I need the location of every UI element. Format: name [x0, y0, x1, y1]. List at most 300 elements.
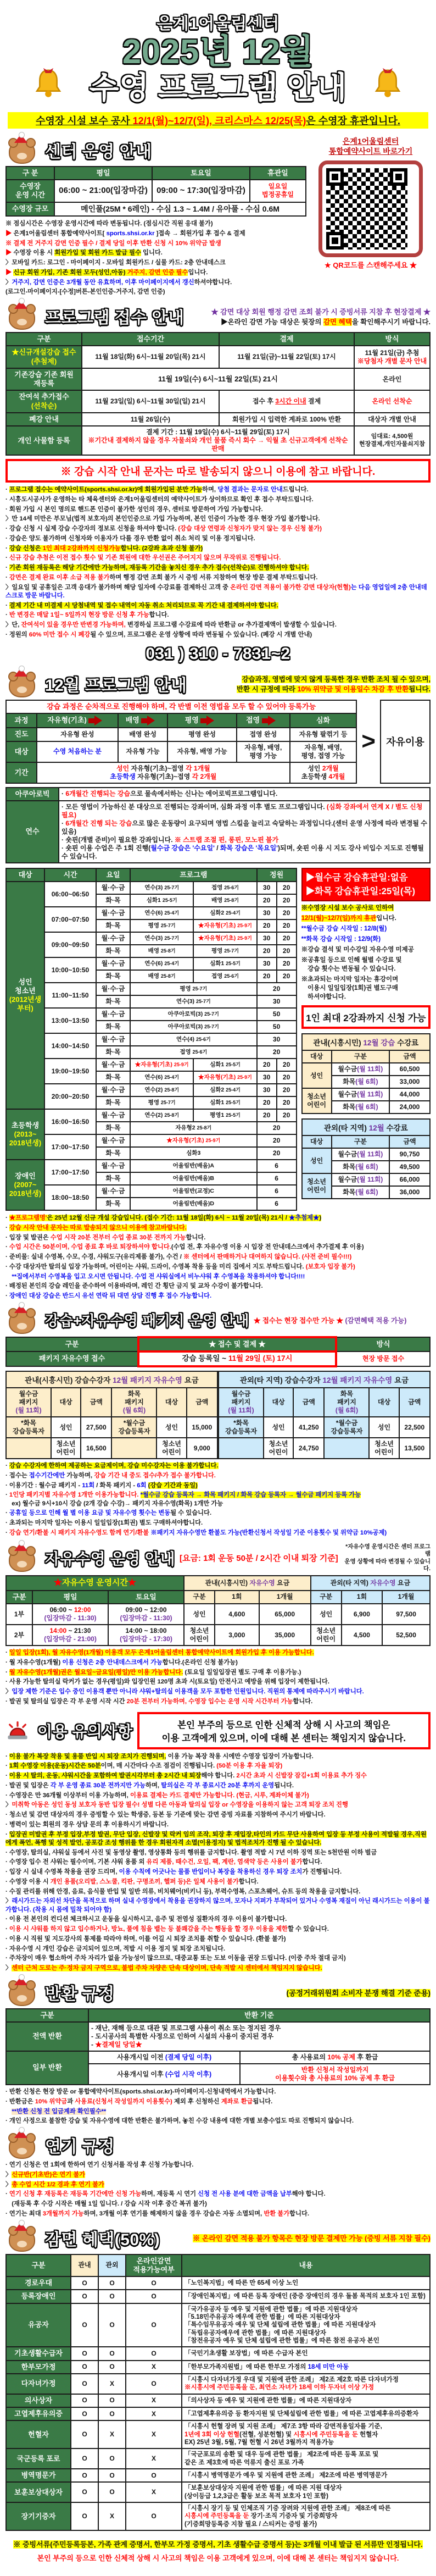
freeswim-notes: [5, 1649, 431, 1706]
price-kind: 월수금(월 11회): [332, 1148, 389, 1161]
flag: O: [98, 2290, 126, 2303]
col-header: 구분: [6, 2009, 88, 2022]
flag: O: [71, 2303, 98, 2347]
note-line: · 월 자유수영(1개월)권은 월요일~금요일(평일)만 이용 가능합니다. (토요일 일일입장권 별도 구매 후 이용가능.): [5, 1669, 301, 1676]
note-line: · 연기는 최대 3개월까지 가능하며, 3개월 이후 연기를 해제하지 않을 경우 강습은 자동 소멸되며, 반환 불가합니다.: [5, 2210, 310, 2217]
reception-side-note2: ▶온라인 감면 가능 대상은 뒷장의 감면 혜택을 확인해주시기 바랍니다.: [221, 318, 431, 326]
caution-notes: [5, 1753, 431, 1973]
day-cell: 월·수·금: [96, 932, 130, 945]
note-line: · 수질 관리를 위해 안경, 음료, 음식물 반입 및 일반 의류, 비치웨어(비키니 등), 부력수영복, 스포츠웨어, 슈트 등의 착용을 금지합니다.: [5, 1888, 361, 1895]
poster-title: 2025년 12월: [122, 33, 314, 71]
method-cell: 현장 방문 접수: [336, 1351, 430, 1366]
capacity-cell: 20: [277, 1059, 297, 1071]
col-header: 대상: [302, 1135, 332, 1148]
day-cell: 월·수·금: [96, 1059, 130, 1071]
col-header: 1개월: [382, 1591, 430, 1604]
price-table-in: [301, 1050, 431, 1114]
schedule-table: [5, 868, 297, 1211]
time-cell: 16:00~16:50: [44, 1109, 96, 1134]
col-header: 시간: [44, 868, 96, 882]
row-label: 과정: [6, 713, 37, 728]
note-line: · 강습 시작 안내 문자는 따로 발송되지 않으니 이용에 참고바랍니다.: [5, 1224, 187, 1231]
note-line: · 이용 불가 복장 착용 및 용품 반입 시 퇴장 조치가 진행되며, 이용 가능 복장 착용 시에만 수영장 입장이 가능합니다.: [5, 1753, 314, 1760]
capacity-cell: 20: [257, 1147, 297, 1160]
row-label: 폐강 안내: [6, 413, 82, 426]
course-step: 접영: [237, 713, 290, 728]
desc: 「시흥시 장기 등 및 인체조직 기증 장려와 지원에 관한 조례」 제8조에 따른 시흥시에 주민등록을 둔 장기·조직 기증자 및 기증희망자 (기증희망등록증 지참 필요 / 스티커는 증빙 불가): [182, 2502, 430, 2530]
program-cell: 어울림반(배움)A: [130, 1160, 257, 1172]
row-label: 병역명문가: [6, 2469, 71, 2482]
col-header: 방식: [336, 1337, 430, 1351]
course-step: 평영: [167, 713, 237, 728]
course-step: 배영: [118, 713, 167, 728]
note-line: · 배정된 본인의 강습 레인을 준수하여 이용바라며, 레인 간 횡단 금지 및 교차 수강이 불가합니다.: [5, 1283, 263, 1290]
flag: O: [126, 2469, 182, 2482]
price: 9,000: [187, 1438, 217, 1459]
program-cell: 어울림반(배움)B: [130, 1172, 257, 1185]
flag: O: [98, 2361, 126, 2374]
capacity-cell: 20: [277, 1084, 297, 1096]
program-cell: 심화1 25-5기: [193, 1059, 256, 1071]
pkg-in-title: 관내(시흥시민) 강습수강자 12월 패키지 자유수영 요금: [5, 1371, 218, 1387]
note-line: · 자유수영 시 개인 강습은 금지되어 있으며, 적발 시 이용 정지 및 퇴장 조치됩니다.: [5, 1945, 226, 1952]
footer: [0, 2533, 436, 2576]
flag: X: [98, 2502, 126, 2530]
row-label: 다자녀가정: [6, 2374, 71, 2394]
section-title-package: 강습+자유수영 패키지 운영 안내: [45, 1312, 249, 1329]
method-cell: 온라인: [354, 368, 430, 391]
desc: 「시흥시 병역명문가 예우 및 지원에 관한 조례」 제2조에 따른 병역명문가: [182, 2469, 430, 2482]
weekday-hours: 06:00 ~ 21:00(입장마감): [54, 180, 152, 202]
row-label: 아쿠아로빅: [6, 788, 59, 801]
desc: 「노인복지법」에 따른 만 65세 이상 노인: [182, 2276, 430, 2290]
col-header: 토요일: [152, 167, 250, 180]
note-line: · 장애인 대상 강습은 반드시 유선 연락 뒤 대면 상담 진행 후 접수 가능합니다.: [5, 1293, 212, 1300]
time-cell: 11:00~11:50: [44, 983, 96, 1008]
capacity-cell: 20: [257, 945, 277, 957]
note-line: ※ 점심시간은 수영장 운영시간에 따라 변동됩니다. (점심시간 직원 응대 불가): [5, 220, 213, 228]
bear-icon: [5, 1306, 36, 1334]
bear-icon: [5, 1544, 36, 1572]
col-header: 구분: [184, 1591, 215, 1604]
price-kind: 월수금(월 11회): [332, 1173, 389, 1186]
row-label: 진도: [6, 728, 37, 741]
chevron-icon: >: [361, 728, 376, 755]
row-label: 유공자: [6, 2303, 71, 2347]
col-header: 구분: [6, 2254, 71, 2277]
pkg-out-title: 관외(타 지역) 강습수강자 12월 패키지 자유수영 요금: [218, 1371, 431, 1387]
row-label: 기간: [6, 762, 37, 783]
col-header: 금액: [187, 1388, 217, 1417]
freeswim-in-header: 관내(시흥시민) 자유수영 요금: [184, 1576, 311, 1591]
note-line: · 기존 회원 재등록은 해당 기간에만 가능하며, 재등록 기간을 놓치신 경우 추가 접수(선착순)로 진행하셔야 합니다.: [5, 564, 309, 572]
row-label: 패키지 자유수영 접수: [6, 1351, 138, 1366]
capacity-cell: 20: [277, 919, 297, 932]
period-cell: 11월 26일(수): [82, 413, 219, 426]
program-cell: 접영 25-6기: [130, 1046, 257, 1059]
section-title-december: 12월 프로그램 안내: [45, 677, 187, 695]
note-line: · 수영장 입수 전 샤워는 필수이며, 기본 샤워 용품 외 유리 제품, 때수건, 오일, 팩, 계란, 염색약 등은 사용이 불가합니다.: [5, 1859, 322, 1866]
hours-cell: 06:00 ~ 12:00 (입장마감 - 11:30): [32, 1604, 108, 1625]
package-side1: ★ 접수는 현장 접수만 가능 ★: [253, 1316, 343, 1325]
center-hours-table: [5, 166, 306, 217]
flag: O: [71, 2502, 98, 2530]
max-courses-box: 1인 최대 2강좌까지 신청 가능: [301, 1005, 431, 1029]
refund-side-note: (공정거래위원회 소비자 분쟁 해결 기준 준용): [286, 1988, 431, 1997]
reception-notes: [5, 486, 431, 639]
reception-side-note1: ★ 감면 대상 회원 행정 감면 조회 불가 시 증빙서류 지참 후 현장결제 ★: [211, 307, 431, 316]
side-note: **화목 강습 시작일 : 12/9(화): [301, 936, 381, 943]
day-cell: 화·목: [96, 970, 130, 983]
flag: X: [126, 2448, 182, 2469]
price-value: 90,750: [389, 1148, 430, 1161]
december-side-note: 강습과정, 영법에 맞지 않게 등록한 경우 반환 조치 될 수 있으며, 반환 시 규정에 따라 10% 위약금 및 이용일수 차감 후 반환됩니다.: [236, 675, 431, 694]
qr-panel: [311, 136, 431, 298]
group-cell: 성인 청소년 (2012년생 부터): [6, 882, 44, 1109]
desc: 「한부모가족지원법」에 따른 한부모 가정의 18세 미만 아동: [182, 2361, 430, 2374]
row-label: 잔여석 추가접수 (선착순): [6, 390, 82, 413]
program-cell: ★자유형(기초) 25-9기: [193, 1071, 256, 1084]
note-line: · 발권 및 입장은 각 부 운영 종료 30분 전까지만 가능하며, 탈의실은 각 부 종료시간 20분 후까지 운영됩니다.: [5, 1782, 294, 1789]
bear-icon: [5, 302, 36, 330]
capacity-cell: 6: [257, 1160, 297, 1172]
price-kind: 화목(월 6회): [332, 1076, 389, 1088]
hours-cell: 14:00 ~ 21:30 (입장마감 - 21:00): [32, 1625, 108, 1646]
capacity-cell: 20: [277, 894, 297, 907]
capacity-cell: 6: [257, 1185, 297, 1198]
col-header: 프로그램: [130, 868, 257, 882]
closed-days: 일요일 법정공휴일: [250, 180, 306, 202]
program-cell: 평영 25-7기: [193, 945, 256, 957]
bear-icon: [5, 2131, 36, 2159]
note-line: · 연기 신청은 연 1회에 한하여 연기 신청서를 작성 후 신청 가능합니다.: [5, 2162, 194, 2169]
freeswim-section: [0, 1541, 436, 1710]
note-line: 〉래시가드는 자외선 차단을 목적으로 하며 실내 수영장에서 착용을 권장하지 않으며, 모자나 지퍼가 부착되어 있거나 수영복 재질이 아닌 래시가드는 이용이 불가합니다. (착용 시 몸에 밀착 되어야 함): [5, 1898, 430, 1913]
col-header: 구분: [6, 1337, 138, 1351]
price-group: 청소년 어린이: [302, 1088, 332, 1114]
day-cell: 월·수·금: [96, 957, 130, 970]
col-header: 구분: [332, 1135, 389, 1148]
method-cell: 11월 21일(금) 추첨 ※당첨자 개별 문자 안내: [354, 346, 430, 368]
target: 청소년 어린이: [264, 1438, 293, 1459]
row-label: 일부 반환: [6, 2051, 88, 2085]
package-reception-table: [5, 1336, 431, 1367]
side-note: 12/1(월)~12/7(일)까지 휴관입니다.: [301, 915, 396, 922]
program-cell: 연수(6) 25-4기: [130, 957, 193, 970]
note-line: · 강습 신청은 1인 최대 2강좌까지 신청가능합니다. (2강좌 초과 신청 불가): [5, 545, 203, 552]
col-header: ★ 접수 및 결제 ★: [138, 1337, 336, 1351]
note-line: · 시흥도시공사가 운영하는 타 체육센터와 은계1어울림센터의 예약사이트가 상이하므로 확인 후 접수 부탁드립니다.: [5, 496, 314, 503]
note-line: · 반 변경은 매달 1일~ 5일까지 현장 방문 신청 후 가능합니다.: [5, 612, 169, 619]
program-cell: 연수(4) 25-6기: [130, 1033, 257, 1046]
col-header: 금액: [399, 1388, 430, 1417]
note-line: · 공휴일 등으로 인해 월 별 이용 요금 및 자유수영 횟수는 변동될 수 있습니다.: [5, 1510, 212, 1517]
progress-cell: 평영 완성: [167, 728, 237, 741]
program-cell: 배영 25-8기: [130, 945, 193, 957]
package-notes: [5, 1462, 431, 1537]
program-cell: 심화2 25-4기: [193, 907, 256, 919]
day-cell: 화·목: [96, 1096, 130, 1109]
note-line: ▶ 수영장 이용 시 회원가입 및 회원 카드 발급 필수 입니다.: [5, 250, 163, 257]
note-line: · ★프로그램명'은 25년 12월 신규 개설 강습입니다. (접수 기간: 11월 18일(화) 6시 ~ 11월 20일(목) 21시 / ★추첨제★): [5, 1215, 322, 1222]
program-cell: 연수(3) 25-7기: [130, 882, 193, 894]
price-kind: 월수금(월 11회): [332, 1063, 389, 1076]
flag: O: [126, 2303, 182, 2347]
poster-subtitle: 수영 프로그램 안내: [89, 70, 347, 106]
refund-table: [5, 2008, 431, 2085]
pkg-in-table: [5, 1387, 218, 1459]
row-label: ★신규개설강습 접수 (추첨제): [6, 346, 82, 368]
day-cell: 화·목: [96, 1172, 130, 1185]
period-cell: 결제 기간 : 11월 19일(수) 6시~11월 29일(토) 17시 ※기간내 결제하지 않을 경우 자물쇠와 개인 물품 즉시 회수 → 익월 초 신규고객에게 선착순 판매: [82, 426, 354, 455]
program-cell: 자유형2 25-8기: [130, 1122, 257, 1134]
header: [0, 0, 436, 134]
capacity-cell: 20: [257, 1122, 297, 1134]
yeonsu-desc: · 모든 영법이 가능하신 분 대상으로 진행되는 강좌이며, 심화 과정 이후 별도 프로그램입니다. (심화 강좌에서 연계 X / 별도 신청 필요) · 6개월간 진행 되는 강습으로 많은 운동량이 요구되며 영법 스킬을 늘리고 숙달하는 과정입니다.(센터 운영 사정에 따라 변경될 수 있음) · 숏핀(개별 준비)이 필요한 강좌입니다. ※ 스트랩 조절 핀, 롱핀, 모노핀 불가 · 숏핀 이용 수업은 주 1회 진행(월수금 강습은 '수요일' / 화목 강습은 '목요일')되며, 숏핀 이용 시 지도 강사 비입수 지도로 진행될 수 있습니다.: [59, 801, 430, 863]
note-line: · 1회 수영장 이용(운동)시간은 50분이며, 매 시간마다 수조 점검이 진행됩니다. (50분 이용 후 자율 퇴장): [5, 1763, 283, 1770]
col-header: 1회: [215, 1591, 259, 1604]
program-cell: 배영 25-8기: [130, 970, 193, 983]
flag: O: [71, 2290, 98, 2303]
liability-box: 본인 부주의 등으로 인한 신체적 상해 시 사고의 책임은 이용 고객에게 있으며, 이에 대해 본 센터는 책임지지 않습니다.: [137, 1712, 431, 1749]
row-label: 국군등록 포로: [6, 2448, 71, 2469]
note-line: · 발권 및 탈의실 입장은 각 부 운영 시작 시간 20분 전부터 가능하며, 수영장 입수는 운영 시작 시간부터 가능합니다.: [5, 1698, 313, 1705]
price-group: 성인: [302, 1063, 332, 1088]
target-cell: 자유형, 배영 가능: [167, 741, 237, 762]
side-note: ※수영장 시설 보수 공사로 인하여: [301, 905, 394, 912]
col-header: 온라인감면 적용가능여부: [126, 2254, 182, 2277]
program-cell: 심화3: [130, 1147, 257, 1160]
section-title-caution: 이용 유의사항: [37, 1722, 133, 1740]
payment-cell: 회원가입 시 입력한 계좌로 100% 반환: [219, 413, 354, 426]
day-cell: 월·수·금: [96, 1084, 130, 1096]
price-value: 36,000: [389, 1186, 430, 1199]
desc: 「국민기초생활 보장법」에 따른 수급자 본인: [182, 2347, 430, 2360]
note-line: **집에서부터 수영복을 입고 오시면 안됩니다. 수업 전 샤워실에서 비누샤워 후 수영복을 착용하셔야 합니다!!!!: [12, 1273, 305, 1280]
capacity-cell: 30: [257, 995, 297, 1008]
capacity-cell: 30: [257, 907, 277, 919]
time-cell: 18:00~18:50: [44, 1185, 96, 1210]
flag: O: [71, 2374, 98, 2394]
flag: O: [126, 2276, 182, 2290]
col-header: 대상: [302, 1050, 332, 1063]
day-cell: 화·목: [96, 1046, 130, 1059]
program-cell: 심화1 25-5기: [130, 894, 193, 907]
row-label: 등록장애인: [6, 2290, 71, 2303]
program-cell: 연수(3) 25-7기: [130, 932, 193, 945]
target-cell: 수영 처음하는 분: [37, 741, 118, 762]
flag: O: [126, 2347, 182, 2360]
program-cell: 연수(6) 25-4기: [130, 1071, 193, 1084]
col-header: 구 분: [6, 167, 54, 180]
pkg-sublabel: *화목 강습등록자: [6, 1417, 51, 1438]
row-label: 수영장 규모: [6, 202, 54, 217]
target: 청소년 어린이: [311, 1625, 342, 1646]
capacity-cell: 30: [257, 932, 277, 945]
package-section: [0, 1304, 436, 1541]
note-line: · 강습 수강자에 한하여 제공하는 요금제이며, 강습 미수강자는 이용 불가합니다.: [5, 1462, 219, 1470]
december-program-section: [0, 668, 436, 1304]
time-cell: 17:00~17:50: [44, 1160, 96, 1185]
side-note: ※공휴일 등으로 인해 월별 수강료 및 강습 횟수는 변동될 수 있습니다.: [301, 957, 402, 973]
program-cell: 아쿠아로빅(3) 25-7기: [130, 1021, 257, 1033]
day-cell: 월·수·금: [96, 1033, 130, 1046]
price-kind: 월수금(월 11회): [332, 1088, 389, 1101]
period-cell: 성인 자유형(기초)~접영 각 1개월 초등학생 자유형(기초)~접영 각 2개월: [37, 762, 290, 783]
flag: X: [126, 2420, 182, 2448]
section-title-freeswim: 자유수영 운영 안내: [45, 1550, 175, 1567]
method-cell: 온라인 선착순: [354, 390, 430, 413]
note-line: · 입장 시 실내 수영복 착용을 권장 드리며, 이용 수칙에 어긋나는 물품 반입이나 복장을 착용하신 경우 퇴장 조치가 진행됩니다.: [5, 1869, 342, 1876]
capacity-cell: 20: [277, 907, 297, 919]
pkg-label: 화목 패키지 (월 6회): [111, 1388, 156, 1417]
aqua-desc: · 6개월간 진행되는 강습으로 물속에서하는 신나는 에어로빅프로그램입니다.: [59, 788, 430, 801]
note-line: · 신규 강습 추첨은 이전 접수 횟수 및 기존 회원에 대한 우선권은 주어지지 않으며 무작위로 진행됩니다.: [5, 555, 281, 562]
capacity-cell: 30: [257, 882, 277, 894]
col-header: 대상: [156, 1388, 186, 1417]
day-cell: 화·목: [96, 995, 130, 1008]
col-header: 대상: [51, 1388, 81, 1417]
discount-table: [5, 2254, 431, 2531]
row-label: 경로우대: [6, 2276, 71, 2290]
note-line: · 이용기간 : 월수금 패키지 - 11회 / 화목 패키지 - 6회 (강습 기간과 동일): [5, 1482, 198, 1489]
note-line: · 이용 시 탈의, 운동, 샤워시간을 포함하여 발권시각부터 총 2시간 내 퇴장해야 합니다. 2시간 초과 시 신발장 잠김+1회 이용료 추가 징수: [5, 1772, 367, 1780]
time-cell: 14:00~14:50: [44, 1033, 96, 1059]
note-line: 〉거주지, 감면 인증은 3개월 동안 유효하며, 이후 마이페이지에서 갱신하셔야합니다.: [5, 279, 232, 286]
flag: O: [126, 2374, 182, 2394]
price: 15,000: [187, 1417, 217, 1438]
flag: O: [126, 2290, 182, 2303]
capacity-cell: 30: [257, 1033, 297, 1046]
hours-cell: 14:00 ~ 18:00 (입장마감 - 17:30): [108, 1625, 184, 1646]
row-label: 전액 반환: [6, 2022, 88, 2051]
program-cell: ★자유형(기초) 25-9기: [193, 932, 256, 945]
target-cell: 자유형, 배영, 평영 가능: [237, 741, 290, 762]
capacity-cell: 20: [277, 1071, 297, 1084]
program-cell: 연수(2) 25-8기: [130, 1084, 193, 1096]
col-header: 금액: [293, 1388, 324, 1417]
note-line: · 이용 시 직원 및 지도강사의 통제를 따라야 하며, 이를 어길 시 퇴장 조치를 취할 수 있습니다. (환불 불가): [5, 1935, 286, 1942]
saturday-hours: 09:00 ~ 17:30(입장마감): [152, 180, 250, 202]
flag: O: [71, 2407, 98, 2420]
note-line: · 강습 연기/환불 시 패키지 자유수영도 함께 연기/환불 ※패키지 자유수영만 환불도 가능(반환신청서 작성일 기준 이용횟수 및 위약금 10%공제): [5, 1529, 387, 1536]
capacity-cell: 20: [257, 1046, 297, 1059]
freeswim-fee-tag: [요금: 1회 운동 50분 / 2시간 이내 퇴장 기준]: [179, 1554, 338, 1564]
day-cell: 월·수·금: [96, 1008, 130, 1021]
schedule-notes: [5, 1214, 431, 1300]
closure-notice: 수영장 시설 보수 공사 12/1(월)~12/7(일), 크리스마스 12/25(목)은 수영장 휴관입니다.: [8, 112, 428, 129]
target-cell: 자유형, 배영, 평영, 접영 가능: [290, 741, 357, 762]
day-cell: 월·수·금: [96, 1160, 130, 1172]
group-cell: 장애인 (2007~ 2018년생): [6, 1160, 44, 1210]
caution-section: [0, 1710, 436, 1976]
col-header: 평일: [32, 1591, 108, 1604]
reception-section: [0, 300, 436, 668]
col-header: 접수기간: [82, 333, 219, 346]
price-value: 33,000: [389, 1076, 430, 1088]
course-progression-table: [5, 700, 357, 784]
price-kind: 화목(월 6회): [332, 1161, 389, 1173]
program-cell: ★자유형(기초) 25-9기: [193, 919, 256, 932]
col-header: 정원: [257, 868, 297, 882]
freeswim-side-note: *자유수영 운영시간은 센터 프로그램 운영 상황에 따라 변경될 수 있습니다.: [344, 1543, 431, 1572]
flag: O: [71, 2347, 98, 2360]
row-label: 수영장 운영 시간: [6, 180, 54, 202]
desc: 「국군포로의 송환 및 대우 등에 관한 법률」 제2조에 따른 등록 포로 및 같은 조 제3호에 따른 억류지 출신 포로 가족: [182, 2448, 430, 2469]
capacity-cell: 20: [277, 1109, 297, 1122]
note-line: 〉만 14세 미만은 부모님(법적 보호자)의 본인인증으로 가입 가능하며, 본인 인증이 가능한 경우 현장 가입 불가합니다.: [5, 516, 320, 523]
method-cell: 대상자 개별 안내: [354, 413, 430, 426]
day-cell: 월·수·금: [96, 1134, 130, 1147]
day-cell: 화·목: [96, 1198, 130, 1210]
capacity-cell: 20: [277, 1096, 297, 1109]
day-cell: 월·수·금: [96, 882, 130, 894]
price: 16,500: [81, 1438, 111, 1459]
side-note: ※초과되는 마지막 일자는 휴강이며 이용시 일일입장(1회)권 별도구매 하셔야합니다.: [301, 976, 399, 1001]
note-line: · 수영장 이용 시 개인 용품(오리발, 스노쿨, 킥판, 구명조끼, 헬퍼 등)은 일체 사용이 불가합니다.: [5, 1878, 259, 1885]
col-header: 1개월: [259, 1591, 311, 1604]
free-use-box: 자유이용: [380, 700, 431, 784]
freeswim-table: [5, 1575, 431, 1646]
flag: O: [98, 2276, 126, 2290]
capacity-cell: 20: [257, 1096, 277, 1109]
program-cell: 심화2 25-4기: [193, 1084, 256, 1096]
capacity-cell: 20: [257, 970, 277, 983]
time-cell: 20:00~20:50: [44, 1084, 96, 1109]
bell-icon: [33, 66, 64, 99]
pkg-label: 월수금 패키지 (월 11회): [219, 1388, 264, 1417]
time-cell: 10:00~10:50: [44, 957, 96, 983]
progress-cell: 자유형 팔꺾기 등: [290, 728, 357, 741]
capacity-cell: 30: [257, 1084, 277, 1096]
reception-table: [5, 332, 431, 456]
time-cell: 09:00~09:50: [44, 932, 96, 957]
price: 52,500: [382, 1625, 430, 1646]
method-cell: 임대료: 4,500원 현장결제,개인자물쇠지참: [354, 426, 430, 455]
package-side2: (감면혜택 적용 가능): [345, 1316, 407, 1325]
capacity-cell: 30: [257, 1071, 277, 1084]
qr-link-line2: 통합예약사이트 바로가기: [328, 147, 413, 156]
col-header: 평일: [54, 167, 152, 180]
schedule-side-panel: [301, 868, 431, 1211]
flag: O: [71, 2361, 98, 2374]
siren-icon: [5, 1720, 30, 1742]
day-cell: 월·수·금: [96, 907, 130, 919]
program-cell: 아쿠아로빅(3) 25-7기: [130, 1008, 257, 1021]
flag: O: [98, 2347, 126, 2360]
program-description-table: [5, 787, 431, 863]
note-line: · 개인 사정으로 불참한 강습 및 자유수영에 대한 반환은 불가하며, 놓친 수강 내용에 대한 개별 보충수업도 따로 진행되지 않습니다.: [5, 2118, 354, 2125]
time-cell: 06:00~06:50: [44, 882, 96, 907]
capacity-cell: 20: [277, 970, 297, 983]
flag: X: [126, 2394, 182, 2407]
note-line: · 수영장은 만 36개월 이상부터 이용 가능하며, 이용료 결제는 카드 결제만 가능합니다. (현금, 시루, 계좌이체 불가): [5, 1792, 309, 1799]
side-note: ※강습 결석 및 미수강일 자유수영 미제공: [301, 946, 414, 954]
price: 22,500: [399, 1417, 430, 1438]
bear-icon: [5, 136, 36, 164]
capacity-cell: 20: [257, 919, 277, 932]
price-group: 청소년 어린이: [302, 1173, 332, 1199]
capacity-cell: 20: [257, 894, 277, 907]
flag: O: [98, 2303, 126, 2347]
flag: O: [98, 2482, 126, 2502]
period-cell: 강습 등록일 ~ 11월 29일 (토) 17시: [138, 1351, 336, 1366]
capacity-cell: 20: [277, 957, 297, 970]
note-line: · 감면은 결제 완료 이후 소급 적용 불가하며 행정 감면 조회 불가 시 증빙 서류 지참하여 현장 방문 결제 부탁드립니다.: [5, 574, 318, 581]
freeswim-hours-header: ★자유수영 운영시간★: [6, 1576, 184, 1591]
pkg-sublabel: *월수금 강습등록자: [324, 1417, 369, 1438]
price: 24,750: [293, 1438, 324, 1459]
